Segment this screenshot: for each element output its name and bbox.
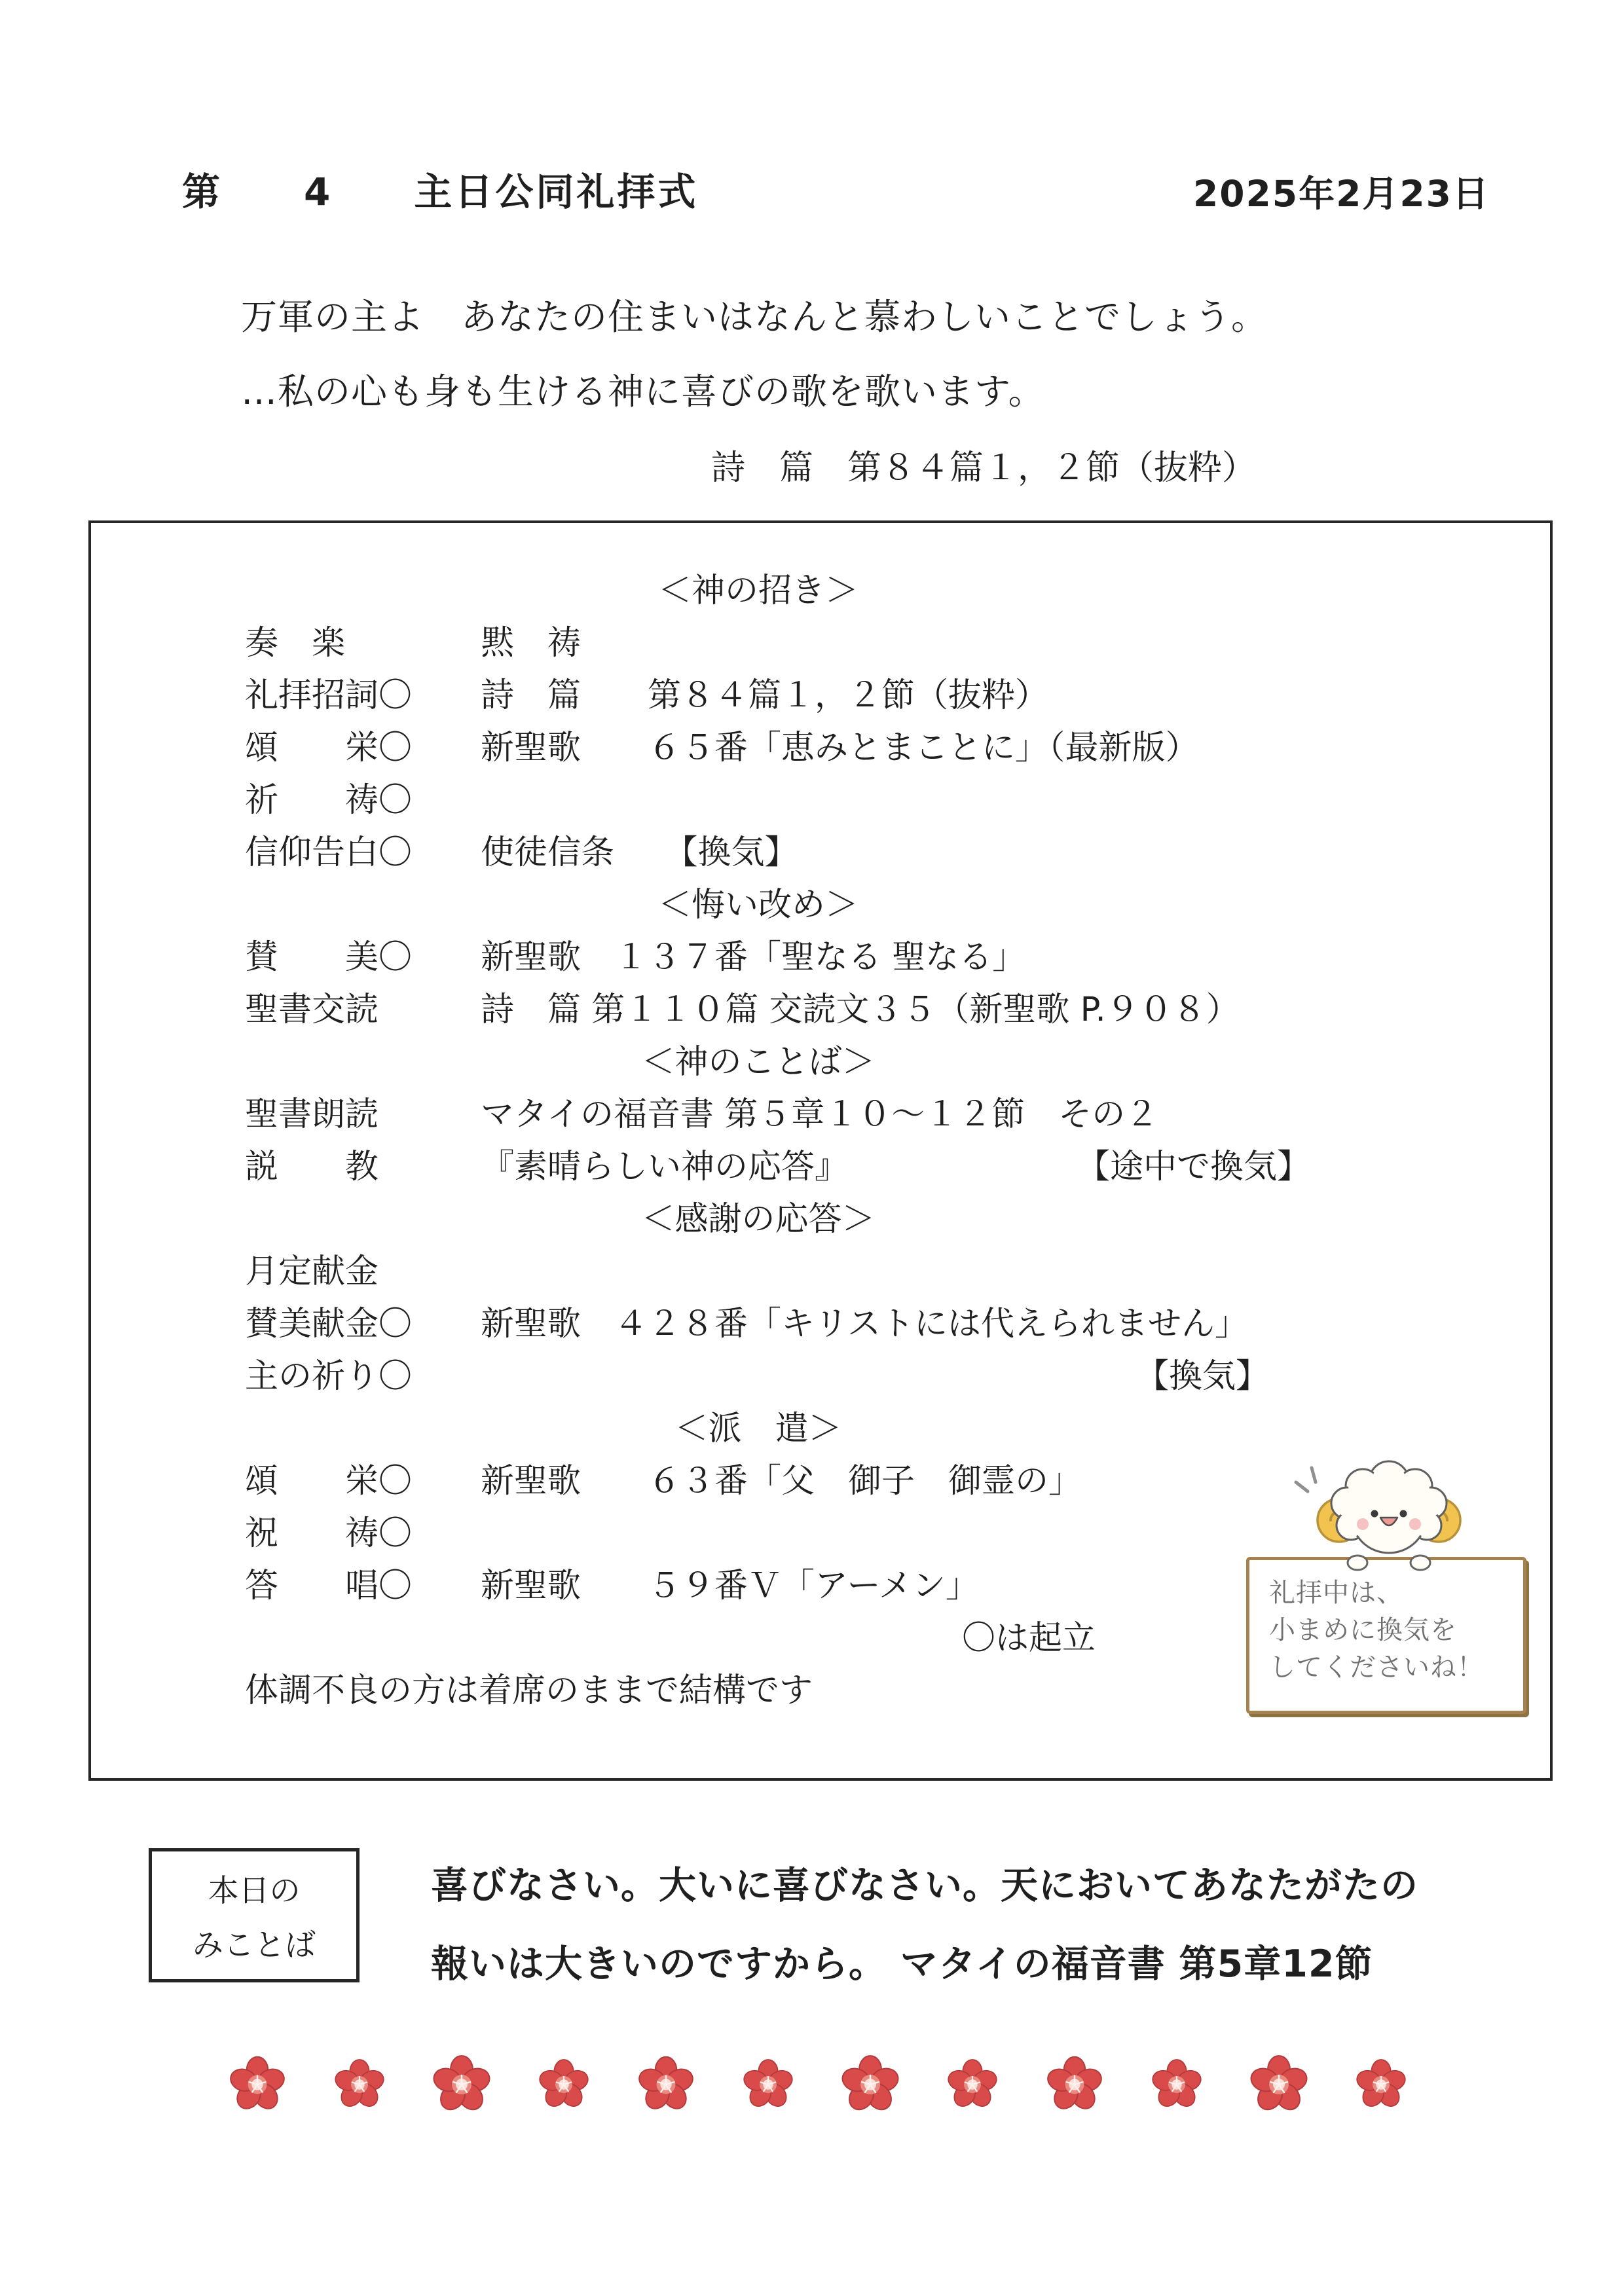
plum-blossom-icon <box>429 2052 494 2117</box>
todays-word-label-2: みことば <box>193 1927 316 1963</box>
program-row <box>91 1298 1550 1351</box>
program-header <box>91 1194 1426 1246</box>
program-row-note: 【換気】 <box>1135 1357 1270 1396</box>
program-row-label: 奏 楽 <box>245 624 346 663</box>
plum-blossom-icon <box>536 2056 592 2113</box>
program-row <box>91 1351 1550 1403</box>
plum-blossom-icon <box>226 2053 289 2116</box>
program-row-content: 黙 祷 <box>481 624 581 663</box>
program-row-label: 祝 祷〇 <box>245 1514 413 1553</box>
program-header <box>91 1403 1426 1455</box>
program-row-content: マタイの福音書 第５章１０～１２節 その２ <box>481 1095 1159 1134</box>
quote-line-1: 万軍の主よ あなたの住まいはなんと慕わしいことでしょう。 <box>241 296 1268 338</box>
signboard-line: してくださいね！ <box>1269 1652 1484 1683</box>
program-row-content: 使徒信条 【換気】 <box>481 833 798 872</box>
quote-reference: 詩 篇 第８４篇１，２節（抜粋） <box>711 448 1257 488</box>
program-row-label: 説 教 <box>245 1148 379 1186</box>
todays-word-label-1: 本日の <box>208 1872 301 1909</box>
quote-line-2: …私の心も身も生ける神に喜びの歌を歌います。 <box>241 371 1045 412</box>
plum-blossom-icon <box>1043 2053 1106 2116</box>
program-header-text: ＜神の招き＞ <box>657 572 858 610</box>
program-header-text: ＜派 遣＞ <box>674 1410 842 1448</box>
program-row-label: 賛 美〇 <box>245 938 413 977</box>
program-row <box>91 670 1550 722</box>
program-row <box>91 722 1550 774</box>
program-row <box>91 1141 1550 1194</box>
program-row-content: 新聖歌 ５９番Ｖ「アーメン」 <box>481 1567 979 1605</box>
signboard-text <box>1269 1575 1523 1686</box>
service-date: 2025年2月23日 <box>1193 173 1490 215</box>
program-row-label: 賛美献金〇 <box>245 1305 413 1343</box>
program-row <box>91 827 1550 879</box>
ventilation-signboard <box>1246 1557 1526 1714</box>
program-row-content: 詩 篇 第１１０篇 交読文３５（新聖歌 P.９０８） <box>481 991 1240 1029</box>
plum-blossom-icon <box>838 2052 903 2117</box>
verse-line-1: 喜びなさい。大いに喜びなさい。天においてあなたがたの <box>431 1864 1418 1907</box>
program-row-label: 頌 栄〇 <box>245 729 413 767</box>
program-row-content: 新聖歌 １３７番「聖なる 聖なる」 <box>481 938 1026 977</box>
program-row <box>91 984 1550 1036</box>
program-header <box>91 565 1426 617</box>
flower-decoration-row <box>226 2052 1412 2117</box>
plum-blossom-icon <box>1149 2056 1205 2113</box>
program-header-text: ＜悔い改め＞ <box>657 886 858 924</box>
signboard-line: 礼拝中は、 <box>1269 1578 1403 1608</box>
program-row-note: 【途中で換気】 <box>1077 1148 1311 1186</box>
program-row <box>91 932 1550 984</box>
program-row-label: 頌 栄〇 <box>245 1462 413 1501</box>
program-header <box>91 879 1426 932</box>
program-row-content: 『素晴らしい神の応答』 <box>481 1148 849 1186</box>
program-row <box>91 774 1550 827</box>
program-row-label: 月定献金 <box>245 1252 379 1291</box>
page-title: 第 4 主日公同礼拝式 <box>182 170 699 214</box>
program-standnote-text: 〇は起立 <box>962 1619 1096 1658</box>
plum-blossom-icon <box>1353 2056 1409 2113</box>
program-row-label: 聖書朗読 <box>245 1095 379 1134</box>
program-row-content: 新聖歌 ６３番「父 御子 御霊の」 <box>481 1462 1082 1501</box>
program-row-label: 信仰告白〇 <box>245 833 413 872</box>
program-row-content: 新聖歌 ６５番「恵みとまことに」（最新版） <box>481 729 1199 767</box>
program-row-label: 祈 祷〇 <box>245 781 413 820</box>
plum-blossom-icon <box>635 2053 697 2116</box>
program-row-label: 主の祈り〇 <box>245 1357 413 1396</box>
program-header <box>91 1036 1426 1089</box>
program-row <box>91 617 1550 670</box>
program-row-label: 答 唱〇 <box>245 1567 413 1605</box>
plum-blossom-icon <box>331 2056 388 2113</box>
plum-blossom-icon <box>740 2056 796 2113</box>
program-header-text: ＜感謝の応答＞ <box>641 1200 876 1239</box>
program-row-label: 礼拝招詞〇 <box>245 676 413 715</box>
program-row <box>91 1089 1550 1141</box>
program-header-text: ＜神のことば＞ <box>641 1043 876 1082</box>
program-row <box>91 1246 1550 1298</box>
signboard-line: 小まめに換気を <box>1269 1615 1457 1645</box>
program-footnote-text: 体調不良の方は着席のままで結構です <box>245 1671 813 1710</box>
verse-line-2: 報いは大きいのですから。 マタイの福音書 第5章12節 <box>431 1942 1373 1986</box>
program-row-content: 新聖歌 ４２８番「キリストには代えられません」 <box>481 1305 1248 1343</box>
plum-blossom-icon <box>944 2056 1001 2113</box>
program-row-content: 詩 篇 第８４篇１，２節（抜粋） <box>481 676 1049 715</box>
plum-blossom-icon <box>1246 2052 1312 2117</box>
sheep-mascot-icon <box>1274 1457 1503 1574</box>
program-row-label: 聖書交読 <box>245 991 379 1029</box>
todays-word-box <box>149 1848 360 1982</box>
